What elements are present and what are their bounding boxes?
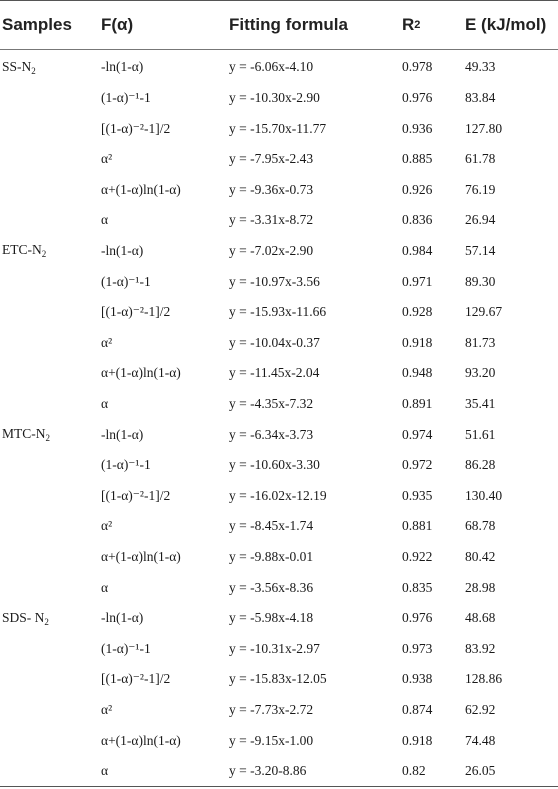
sample-name-subscript: 2	[45, 433, 50, 444]
fitting-formula-cell: y = -4.35x-7.32	[229, 395, 314, 411]
table-row	[0, 327, 558, 358]
fitting-formula-cell: y = -15.93x-11.66	[229, 304, 327, 320]
r-squared-cell: 0.885	[402, 151, 433, 167]
f-alpha-cell: α²	[101, 151, 113, 167]
r-squared-cell: 0.976	[402, 610, 433, 626]
activation-energy-cell: 74.48	[465, 732, 496, 748]
activation-energy-cell: 68.78	[465, 518, 496, 534]
f-alpha-cell: α+(1-α)ln(1-α)	[101, 365, 181, 381]
fitting-formula-cell: y = -5.98x-4.18	[229, 610, 314, 626]
f-alpha-cell: -ln(1-α)	[101, 610, 144, 626]
f-alpha-cell: (1-α)⁻¹-1	[101, 640, 151, 656]
activation-energy-cell: 61.78	[465, 151, 496, 167]
header-r-base: R	[402, 14, 415, 34]
fitting-formula-cell: y = -3.20-8.86	[229, 763, 307, 779]
activation-energy-cell: 28.98	[465, 579, 496, 595]
f-alpha-cell: (1-α)⁻¹-1	[101, 457, 151, 473]
table-row	[0, 603, 558, 634]
f-alpha-cell: [(1-α)⁻²-1]/2	[101, 304, 171, 320]
f-alpha-cell: (1-α)⁻¹-1	[101, 89, 151, 105]
f-alpha-cell: -ln(1-α)	[101, 426, 144, 442]
fitting-formula-cell: y = -6.06x-4.10	[229, 59, 314, 75]
r-squared-cell: 0.972	[402, 457, 433, 473]
table-row	[0, 266, 558, 297]
table-row	[0, 205, 558, 236]
r-squared-cell: 0.974	[402, 426, 433, 442]
fitting-formula-cell: y = -16.02x-12.19	[229, 487, 327, 503]
r-squared-cell: 0.874	[402, 701, 433, 717]
f-alpha-cell: α+(1-α)ln(1-α)	[101, 548, 181, 564]
f-alpha-cell: -ln(1-α)	[101, 242, 144, 258]
f-alpha-cell: (1-α)⁻¹-1	[101, 273, 151, 289]
r-squared-cell: 0.978	[402, 59, 433, 75]
f-alpha-cell: [(1-α)⁻²-1]/2	[101, 487, 171, 503]
activation-energy-cell: 48.68	[465, 610, 496, 626]
f-alpha-cell: α²	[101, 701, 113, 717]
table-bottom-rule	[0, 786, 558, 787]
fitting-formula-cell: y = -6.34x-3.73	[229, 426, 314, 442]
r-squared-cell: 0.926	[402, 181, 433, 197]
activation-energy-cell: 83.84	[465, 89, 496, 105]
fitting-formula-cell: y = -10.30x-2.90	[229, 89, 320, 105]
fitting-formula-cell: y = -10.31x-2.97	[229, 640, 320, 656]
fitting-formula-cell: y = -10.97x-3.56	[229, 273, 320, 289]
fitting-formula-cell: y = -10.60x-3.30	[229, 457, 320, 473]
activation-energy-cell: 49.33	[465, 59, 496, 75]
table-row	[0, 511, 558, 542]
activation-energy-cell: 51.61	[465, 426, 496, 442]
fitting-formula-cell: y = -9.15x-1.00	[229, 732, 314, 748]
r-squared-cell: 0.881	[402, 518, 433, 534]
sample-name	[2, 610, 49, 627]
activation-energy-cell: 62.92	[465, 701, 496, 717]
header-r-sup: 2	[414, 18, 421, 31]
activation-energy-cell: 81.73	[465, 334, 496, 350]
r-squared-cell: 0.836	[402, 212, 433, 228]
sample-name-base: SS-N	[2, 58, 32, 74]
activation-energy-cell: 83.92	[465, 640, 496, 656]
f-alpha-cell: [(1-α)⁻²-1]/2	[101, 671, 171, 687]
f-alpha-cell: α	[101, 579, 109, 595]
f-alpha-cell: α²	[101, 334, 113, 350]
fitting-formula-cell: y = -11.45x-2.04	[229, 365, 320, 381]
table-row	[0, 664, 558, 695]
header-activation-energy: E (kJ/mol)	[465, 14, 547, 34]
f-alpha-cell: α+(1-α)ln(1-α)	[101, 732, 181, 748]
r-squared-cell: 0.971	[402, 273, 433, 289]
sample-name-base: MTC-N	[2, 426, 46, 442]
r-squared-cell: 0.935	[402, 487, 433, 503]
activation-energy-cell: 76.19	[465, 181, 496, 197]
f-alpha-cell: α	[101, 395, 109, 411]
fitting-formula-cell: y = -9.88x-0.01	[229, 548, 314, 564]
table-row	[0, 236, 558, 267]
f-alpha-cell: α	[101, 763, 109, 779]
fitting-formula-cell: y = -8.45x-1.74	[229, 518, 314, 534]
fitting-formula-cell: y = -7.73x-2.72	[229, 701, 314, 717]
r-squared-cell: 0.922	[402, 548, 433, 564]
table-row	[0, 633, 558, 664]
activation-energy-cell: 129.67	[465, 304, 503, 320]
sample-name	[2, 59, 36, 76]
table-row	[0, 358, 558, 389]
table-row	[0, 83, 558, 114]
r-squared-cell: 0.936	[402, 120, 433, 136]
activation-energy-cell: 130.40	[465, 487, 503, 503]
r-squared-cell: 0.984	[402, 242, 433, 258]
activation-energy-cell: 127.80	[465, 120, 503, 136]
table-row	[0, 572, 558, 603]
activation-energy-cell: 93.20	[465, 365, 496, 381]
sample-name-subscript: 2	[41, 249, 47, 260]
sample-name	[2, 242, 46, 259]
header-fitting-formula: Fitting formula	[229, 14, 348, 34]
header-f-alpha: F(α)	[101, 14, 134, 34]
header-samples: Samples	[2, 14, 72, 34]
r-squared-cell: 0.918	[402, 334, 433, 350]
r-squared-cell: 0.891	[402, 395, 433, 411]
r-squared-cell: 0.973	[402, 640, 433, 656]
activation-energy-cell: 128.86	[465, 671, 503, 687]
r-squared-cell: 0.918	[402, 732, 433, 748]
sample-name-subscript: 2	[44, 616, 49, 627]
fitting-formula-cell: y = -10.04x-0.37	[229, 334, 320, 350]
activation-energy-cell: 35.41	[465, 395, 496, 411]
f-alpha-cell: α+(1-α)ln(1-α)	[101, 181, 181, 197]
r-squared-cell: 0.976	[402, 89, 433, 105]
table-row	[0, 297, 558, 328]
f-alpha-cell: [(1-α)⁻²-1]/2	[101, 120, 171, 136]
header-rule	[0, 49, 558, 50]
f-alpha-cell: -ln(1-α)	[101, 59, 144, 75]
table-row	[0, 725, 558, 756]
activation-energy-cell: 26.05	[465, 763, 496, 779]
sample-name	[2, 426, 50, 443]
table-row	[0, 144, 558, 175]
sample-name-subscript: 2	[31, 65, 36, 76]
activation-energy-cell: 89.30	[465, 273, 496, 289]
table-row	[0, 52, 558, 83]
r-squared-cell: 0.948	[402, 365, 433, 381]
table-row	[0, 756, 558, 787]
r-squared-cell: 0.82	[402, 763, 426, 779]
r-squared-cell: 0.835	[402, 579, 433, 595]
r-squared-cell: 0.938	[402, 671, 433, 687]
activation-energy-cell: 86.28	[465, 457, 496, 473]
table-row	[0, 419, 558, 450]
table-row	[0, 389, 558, 420]
activation-energy-cell: 80.42	[465, 548, 496, 564]
table-row	[0, 450, 558, 481]
fitting-formula-cell: y = -9.36x-0.73	[229, 181, 314, 197]
table-row	[0, 480, 558, 511]
f-alpha-cell: α²	[101, 518, 113, 534]
f-alpha-cell: α	[101, 212, 109, 228]
fitting-formula-cell: y = -3.31x-8.72	[229, 212, 314, 228]
table-row	[0, 542, 558, 573]
r-squared-cell: 0.928	[402, 304, 433, 320]
table-row	[0, 695, 558, 726]
fitting-formula-cell: y = -15.83x-12.05	[229, 671, 327, 687]
fitting-formula-cell: y = -7.02x-2.90	[229, 242, 314, 258]
header-r-squared	[402, 0, 420, 49]
sample-name-base: ETC-N	[2, 242, 42, 258]
fitting-formula-cell: y = -7.95x-2.43	[229, 151, 314, 167]
activation-energy-cell: 26.94	[465, 212, 496, 228]
sample-name-base: SDS- N	[2, 609, 45, 625]
table-row	[0, 113, 558, 144]
fitting-formula-cell: y = -3.56x-8.36	[229, 579, 314, 595]
table-row	[0, 174, 558, 205]
fitting-formula-cell: y = -15.70x-11.77	[229, 120, 327, 136]
activation-energy-cell: 57.14	[465, 242, 496, 258]
